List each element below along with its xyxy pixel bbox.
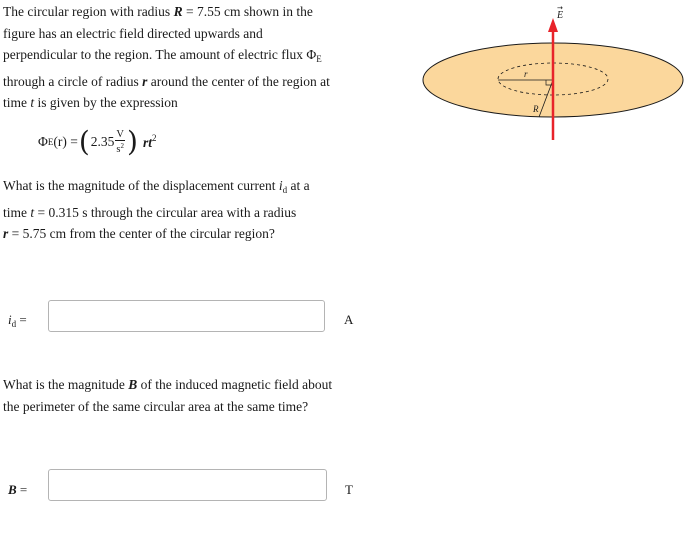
question-2-text	[3, 374, 332, 417]
problem-line-2: figure has an electric field directed upwards and	[3, 25, 263, 41]
magnetic-field-label: B =	[8, 482, 28, 497]
question-1-text	[3, 175, 310, 245]
magnetic-field-input[interactable]	[48, 469, 327, 501]
problem-statement	[3, 1, 373, 114]
question-1-line-1: What is the magnitude of the displacement current $i_d$ at a	[3, 178, 310, 195]
problem-line-4: through a circle of radius r around the center of the region at	[3, 73, 330, 89]
question-2-line-1: What is the magnitude B of the induced magnetic field about	[3, 377, 333, 392]
magnetic-field-unit: T	[345, 482, 353, 497]
displacement-current-input[interactable]	[48, 300, 325, 332]
equation-rhs: $rt^2$	[142, 133, 157, 150]
equation-lhs-arg: (r) =	[53, 134, 78, 149]
field-vector-arrow-mark: →	[557, 4, 563, 12]
problem-line-1: The circular region with radius R = 7.55 cm shown in the	[3, 4, 313, 19]
close-paren: )	[127, 125, 138, 158]
question-2-line-2: the perimeter of the same circular area at the same time?	[3, 398, 309, 414]
problem-line-5: time t is given by the expression	[3, 95, 178, 110]
R-symbol: R	[173, 4, 183, 19]
equation-lhs-phi: Φ	[38, 134, 48, 149]
question-1-line-2: time t = 0.315 s through the circular area with a radius	[3, 204, 297, 220]
equation-lhs-sub: E	[47, 137, 54, 147]
unit-numerator: V	[116, 129, 125, 140]
large-radius-label: R	[533, 104, 539, 114]
equation-coefficient: 2.35	[90, 134, 115, 149]
unit-denominator: $s^2$	[116, 142, 125, 155]
displacement-current-unit: A	[344, 312, 354, 327]
problem-line-3: perpendicular to the region. The amount of electric flux $\Phi_E$	[3, 47, 322, 64]
small-radius-label: r	[524, 69, 528, 79]
flux-equation	[38, 122, 156, 162]
electric-field-label: E	[557, 10, 564, 21]
phi-symbol: Φ	[306, 47, 317, 62]
question-1-line-3: r = 5.75 cm from the center of the circular region?	[3, 226, 275, 241]
unit-fraction	[115, 129, 125, 155]
displacement-current-label: $i_d$ =	[8, 312, 27, 329]
open-paren: (	[78, 125, 90, 158]
circular-region-figure	[418, 0, 691, 150]
